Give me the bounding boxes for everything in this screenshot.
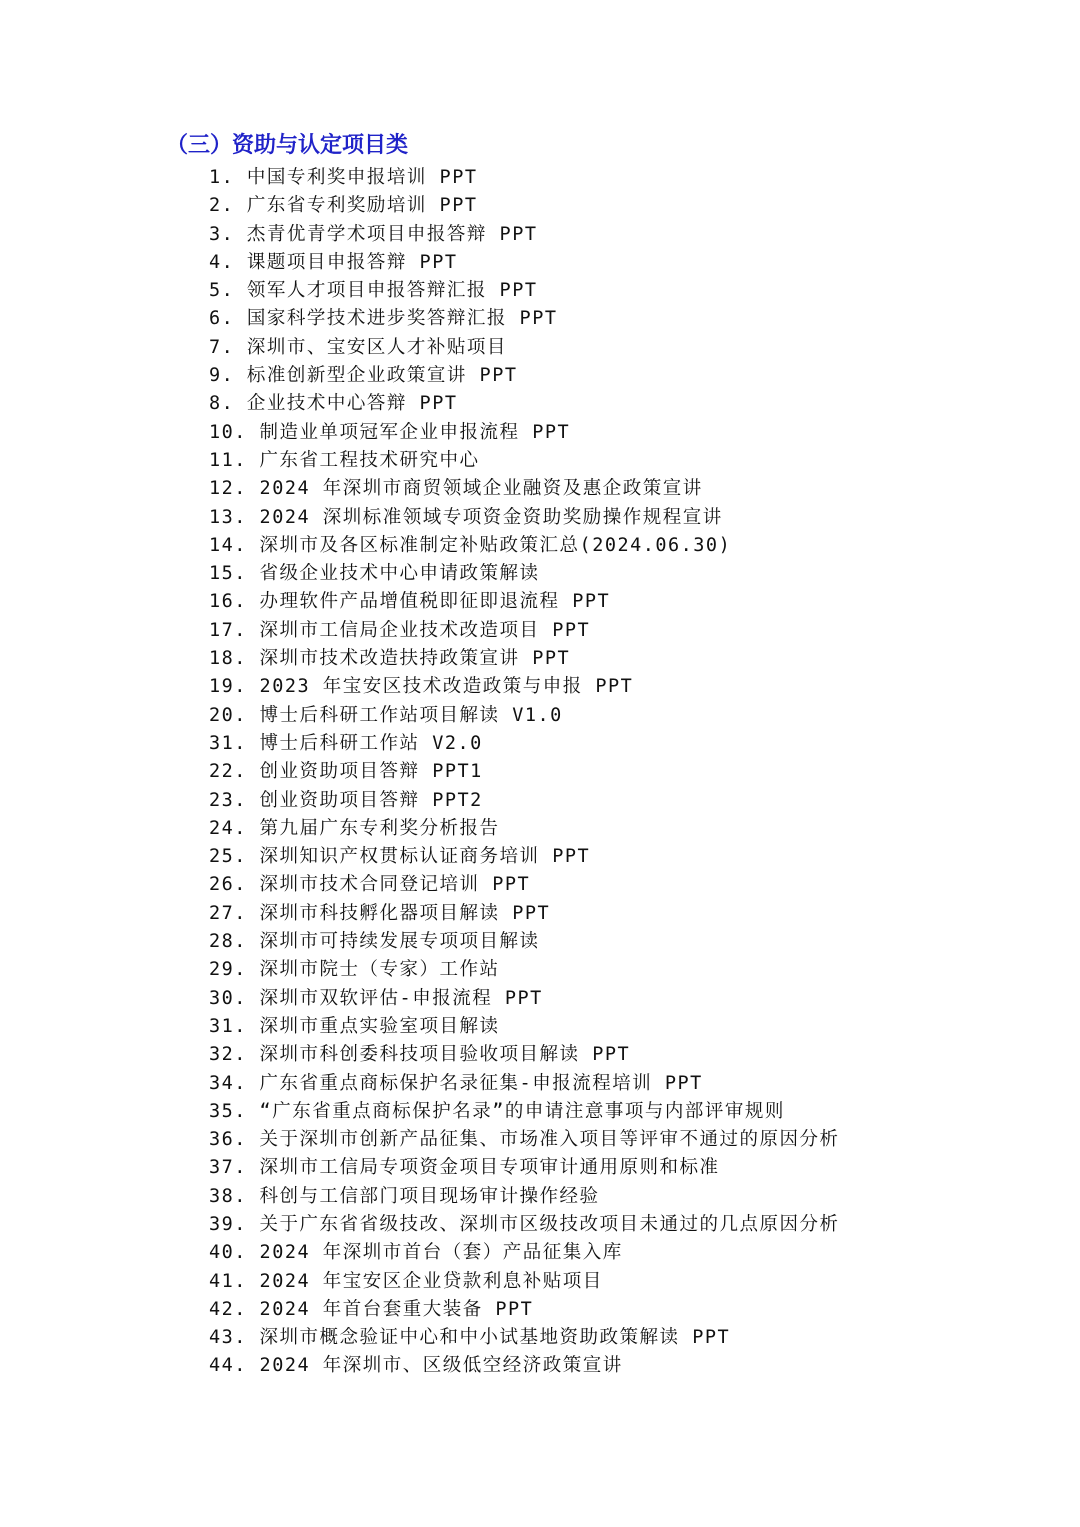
- list-item: 31. 深圳市重点实验室项目解读: [209, 1015, 500, 1037]
- list-item: 11. 广东省工程技术研究中心: [209, 449, 480, 471]
- list-item: 17. 深圳市工信局企业技术改造项目 PPT: [209, 619, 591, 641]
- list-item: 28. 深圳市可持续发展专项项目解读: [209, 931, 540, 953]
- list-item: 6. 国家科学技术进步奖答辩汇报 PPT: [209, 308, 558, 330]
- list-item: 30. 深圳市双软评估-申报流程 PPT: [209, 987, 543, 1009]
- list-item: 32. 深圳市科创委科技项目验收项目解读 PPT: [209, 1044, 631, 1066]
- section-title: （三）资助与认定项目类: [166, 133, 409, 158]
- list-item: 26. 深圳市技术合同登记培训 PPT: [209, 874, 531, 896]
- list-item: 19. 2023 年宝安区技术改造政策与申报 PPT: [209, 676, 634, 698]
- list-item: 36. 关于深圳市创新产品征集、市场准入项目等评审不通过的原因分析: [209, 1129, 840, 1151]
- list-item: 18. 深圳市技术改造扶持政策宣讲 PPT: [209, 648, 571, 670]
- list-item: 25. 深圳知识产权贯标认证商务培训 PPT: [209, 846, 591, 868]
- list-item: 41. 2024 年宝安区企业贷款利息补贴项目: [209, 1270, 603, 1292]
- list-item: 42. 2024 年首台套重大装备 PPT: [209, 1298, 534, 1320]
- list-item: 29. 深圳市院士（专家）工作站: [209, 959, 500, 981]
- list-item: 40. 2024 年深圳市首台（套）产品征集入库: [209, 1242, 623, 1264]
- list-item: 1. 中国专利奖申报培训 PPT: [209, 167, 478, 188]
- list-item: 12. 2024 年深圳市商贸领域企业融资及惠企政策宣讲: [209, 478, 703, 500]
- list-item: 10. 制造业单项冠军企业申报流程 PPT: [209, 421, 571, 443]
- list-item: 24. 第九届广东专利奖分析报告: [209, 817, 500, 839]
- list-item: 8. 企业技术中心答辩 PPT: [209, 393, 458, 415]
- list-item: 31. 博士后科研工作站 V2.0: [209, 732, 483, 754]
- item-list: [209, 164, 840, 1381]
- list-item: 43. 深圳市概念验证中心和中小试基地资助政策解读 PPT: [209, 1327, 731, 1349]
- list-item: 13. 2024 深圳标准领域专项资金资助奖励操作规程宣讲: [209, 506, 723, 528]
- list-item: 4. 课题项目申报答辩 PPT: [209, 251, 458, 273]
- list-item: 7. 深圳市、宝安区人才补贴项目: [209, 336, 507, 358]
- list-item: 38. 科创与工信部门项目现场审计操作经验: [209, 1185, 600, 1207]
- list-item: 16. 办理软件产品增值税即征即退流程 PPT: [209, 591, 611, 613]
- list-item: 9. 标准创新型企业政策宣讲 PPT: [209, 365, 518, 387]
- list-item: 35. “广东省重点商标保护名录”的申请注意事项与内部评审规则: [209, 1100, 785, 1122]
- list-item: 2. 广东省专利奖励培训 PPT: [209, 195, 478, 217]
- list-item: 20. 博士后科研工作站项目解读 V1.0: [209, 704, 563, 726]
- list-item: 3. 杰青优青学术项目申报答辩 PPT: [209, 223, 538, 245]
- list-item: 39. 关于广东省省级技改、深圳市区级技改项目未通过的几点原因分析: [209, 1213, 840, 1235]
- list-item: 27. 深圳市科技孵化器项目解读 PPT: [209, 902, 551, 924]
- list-item: 44. 2024 年深圳市、区级低空经济政策宣讲: [209, 1355, 623, 1377]
- list-item: 34. 广东省重点商标保护名录征集-申报流程培训 PPT: [209, 1072, 703, 1094]
- list-item: 15. 省级企业技术中心申请政策解读: [209, 563, 540, 585]
- list-item: 37. 深圳市工信局专项资金项目专项审计通用原则和标准: [209, 1157, 720, 1179]
- list-item: 22. 创业资助项目答辩 PPT1: [209, 761, 483, 783]
- list-item: 23. 创业资助项目答辩 PPT2: [209, 789, 483, 811]
- list-item: 5. 领军人才项目申报答辩汇报 PPT: [209, 280, 538, 302]
- list-item: 14. 深圳市及各区标准制定补贴政策汇总(2024.06.30): [209, 534, 732, 556]
